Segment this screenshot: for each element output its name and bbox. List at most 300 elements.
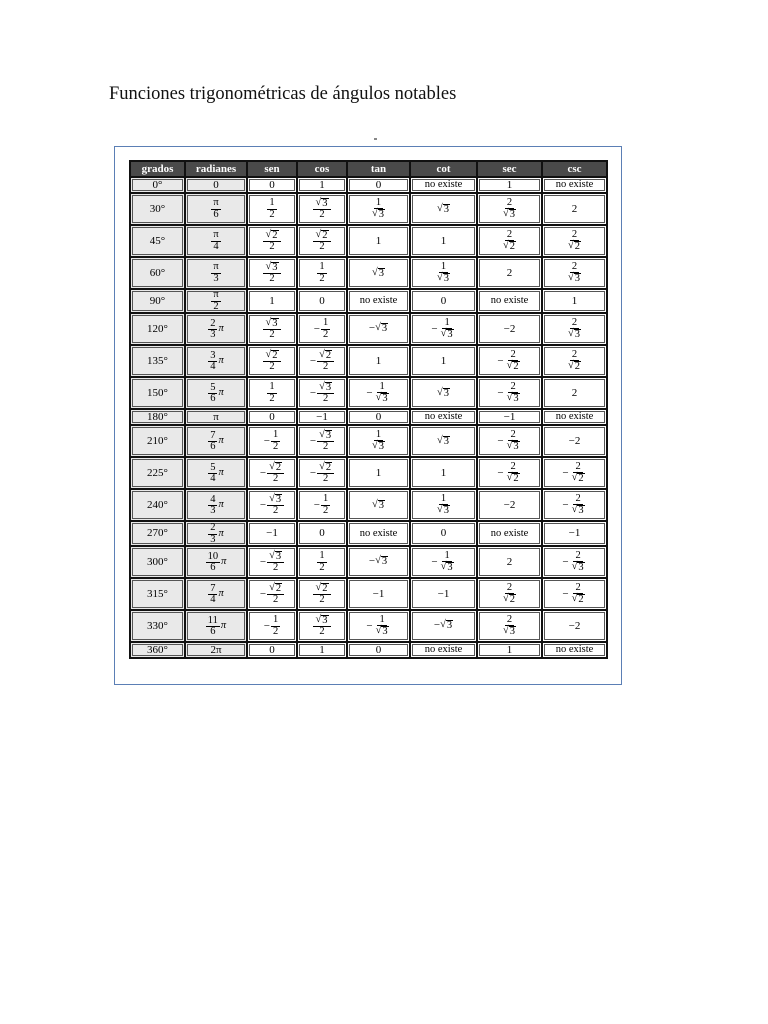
cos-denominator-text: 2 bbox=[322, 504, 329, 516]
cos-fraction bbox=[321, 318, 330, 340]
cos-numerator-text-radical: √ bbox=[319, 348, 325, 360]
tan-text-sqrt bbox=[369, 556, 388, 568]
radianes-pi: π bbox=[221, 556, 227, 568]
tan-numerator-text: 1 bbox=[375, 428, 382, 440]
header-cos: cos bbox=[298, 162, 346, 176]
cos-denominator-text: 2 bbox=[322, 361, 329, 372]
cell-cos bbox=[298, 346, 346, 376]
tan-numerator-text: 1 bbox=[379, 613, 385, 625]
sec-denominator-text-sqrt bbox=[507, 441, 520, 453]
tan-denominator-text-sqrt bbox=[376, 393, 389, 405]
tan-text: 1 bbox=[375, 234, 382, 247]
tan-text-radical: √ bbox=[375, 322, 381, 334]
sen-denominator bbox=[267, 210, 276, 221]
sec-fraction bbox=[501, 198, 518, 221]
radianes-rad bbox=[208, 495, 224, 517]
radianes-denominator-text: 6 bbox=[210, 441, 216, 452]
sen-numerator-text-radicand: 2 bbox=[275, 582, 282, 594]
cos-negative bbox=[310, 350, 334, 373]
sec-minus: − bbox=[497, 466, 504, 479]
tan-denominator bbox=[370, 441, 387, 453]
csc-text: −2 bbox=[568, 619, 581, 632]
sen-numerator-text-radicand: 3 bbox=[275, 493, 282, 505]
sen-numerator-text-radicand: 2 bbox=[275, 461, 282, 473]
radianes-numerator-text: 7 bbox=[210, 582, 216, 594]
cos-fraction bbox=[321, 494, 330, 516]
cot-denominator-text-radicand: 3 bbox=[447, 562, 453, 573]
cell-cot bbox=[411, 643, 476, 657]
sen-denominator-text: 2 bbox=[269, 241, 275, 252]
csc-denominator-text-radical: √ bbox=[567, 360, 574, 371]
sec-denominator-text-radicand: 2 bbox=[509, 594, 515, 605]
cell-csc bbox=[543, 178, 606, 192]
tan-text: 1 bbox=[375, 466, 382, 479]
cos-negative bbox=[310, 430, 334, 453]
sen-numerator-text-radical: √ bbox=[269, 492, 275, 504]
cell-sec bbox=[478, 226, 541, 256]
cot-denominator-text-radicand: 3 bbox=[447, 329, 453, 340]
radianes-denominator-text: 4 bbox=[210, 594, 216, 605]
sec-text: −2 bbox=[503, 322, 516, 335]
cell-cot bbox=[411, 547, 476, 577]
csc-numerator-text: 2 bbox=[571, 316, 578, 328]
csc-text: no existe bbox=[555, 644, 594, 656]
tan-denominator-text-radical: √ bbox=[375, 625, 382, 636]
sec-denominator-text-radical: √ bbox=[506, 392, 513, 403]
radianes-denominator-text: 4 bbox=[210, 361, 216, 372]
radianes-numerator-text: 2 bbox=[210, 522, 216, 533]
cell-sec bbox=[478, 410, 541, 424]
cell-cos bbox=[298, 258, 346, 288]
sec-denominator-text-radicand: 3 bbox=[513, 393, 519, 404]
csc-denominator bbox=[566, 329, 583, 341]
table-row bbox=[131, 378, 606, 408]
cot-minus: − bbox=[431, 322, 438, 335]
cos-denominator bbox=[321, 362, 330, 373]
tan-fraction bbox=[374, 382, 391, 405]
sen-numerator-text-sqrt bbox=[269, 551, 282, 563]
cot-text: no existe bbox=[424, 644, 463, 656]
radianes-numerator-text: 3 bbox=[210, 349, 216, 361]
table-image-frame bbox=[114, 146, 622, 685]
table-header-row bbox=[131, 162, 606, 176]
tan-text-sqrt bbox=[372, 500, 385, 512]
cos-minus: − bbox=[309, 386, 317, 399]
cos-numerator-text-radicand: 3 bbox=[325, 381, 332, 393]
cot-text-radical: √ bbox=[440, 619, 446, 631]
csc-denominator-text-radicand: 2 bbox=[574, 241, 580, 252]
cell-sen bbox=[248, 226, 296, 256]
cot-denominator-text-radical: √ bbox=[436, 504, 443, 515]
cell-grados: 0° bbox=[131, 178, 184, 192]
csc-minus: − bbox=[562, 466, 569, 479]
sen-numerator-text-radicand: 3 bbox=[275, 550, 282, 562]
sec-denominator bbox=[505, 361, 522, 373]
sen-numerator-text: 1 bbox=[269, 197, 275, 208]
table-row bbox=[131, 490, 606, 520]
cell-csc bbox=[543, 410, 606, 424]
cell-cos bbox=[298, 458, 346, 488]
sec-fraction bbox=[501, 615, 518, 638]
tan-text: 0 bbox=[375, 643, 382, 656]
tan-minus: − bbox=[366, 386, 373, 399]
sec-denominator-text-sqrt bbox=[507, 361, 520, 373]
cos-denominator bbox=[317, 627, 326, 638]
tan-text-radicand: 3 bbox=[378, 267, 384, 279]
cell-csc bbox=[543, 522, 606, 545]
cos-denominator bbox=[317, 563, 326, 574]
cell-sen bbox=[248, 579, 296, 609]
cot-text: no existe bbox=[424, 411, 463, 423]
csc-denominator bbox=[570, 473, 587, 485]
cos-numerator-text-sqrt bbox=[315, 230, 328, 242]
cell-radianes bbox=[186, 346, 246, 376]
radianes-denominator-text: 6 bbox=[210, 562, 216, 573]
cell-csc bbox=[543, 194, 606, 224]
sec-numerator-text: 2 bbox=[510, 380, 516, 392]
cot-denominator-text-sqrt bbox=[441, 329, 454, 341]
tan-negative bbox=[366, 615, 390, 638]
sec-text: 2 bbox=[506, 266, 513, 279]
sec-denominator-text-sqrt bbox=[507, 393, 520, 405]
cell-cos bbox=[298, 490, 346, 520]
cell-sec bbox=[478, 378, 541, 408]
table-row bbox=[131, 547, 606, 577]
csc-minus: − bbox=[562, 587, 569, 600]
cot-numerator-text: 1 bbox=[440, 260, 447, 272]
sen-numerator-text-radical: √ bbox=[265, 228, 272, 240]
csc-denominator bbox=[570, 562, 587, 574]
sen-fraction bbox=[267, 551, 284, 574]
csc-denominator-text-radical: √ bbox=[567, 272, 574, 283]
sec-negative bbox=[497, 430, 521, 453]
sen-numerator-text-radical: √ bbox=[265, 348, 272, 360]
radianes-fraction bbox=[208, 463, 217, 485]
csc-denominator bbox=[570, 594, 587, 606]
csc-denominator-text-radicand: 2 bbox=[578, 473, 584, 484]
cell-grados: 150° bbox=[131, 378, 184, 408]
csc-text: −1 bbox=[568, 527, 581, 539]
radianes-denominator-text: 3 bbox=[210, 329, 216, 340]
radianes-numerator-text: 4 bbox=[210, 493, 216, 505]
sen-negative bbox=[260, 583, 284, 606]
sen-denominator-text: 2 bbox=[272, 562, 279, 573]
tan-denominator bbox=[374, 393, 391, 405]
radianes-denominator bbox=[211, 242, 220, 253]
cell-radianes bbox=[186, 194, 246, 224]
cos-denominator bbox=[317, 210, 326, 221]
cell-csc bbox=[543, 611, 606, 641]
cell-sec bbox=[478, 547, 541, 577]
cell-grados: 30° bbox=[131, 194, 184, 224]
table-row bbox=[131, 194, 606, 224]
sen-numerator-text-radicand: 2 bbox=[272, 349, 278, 361]
radianes-numerator-text: 10 bbox=[207, 550, 219, 562]
tan-fraction bbox=[374, 615, 391, 638]
table-row bbox=[131, 643, 606, 657]
radianes-denominator bbox=[208, 563, 217, 574]
cell-grados: 240° bbox=[131, 490, 184, 520]
tan-denominator-text-sqrt bbox=[372, 209, 385, 221]
sen-denominator-text: 2 bbox=[269, 329, 275, 340]
cot-denominator bbox=[435, 273, 452, 285]
header-sec: sec bbox=[478, 162, 541, 176]
cos-numerator-text-sqrt bbox=[315, 615, 328, 627]
cos-numerator-text-sqrt bbox=[319, 350, 332, 362]
cos-negative bbox=[310, 462, 334, 485]
csc-denominator-text-radical: √ bbox=[567, 240, 574, 251]
sec-denominator-text-sqrt bbox=[503, 594, 516, 606]
csc-denominator-text-sqrt bbox=[568, 329, 581, 341]
sec-denominator bbox=[505, 441, 522, 453]
cos-fraction bbox=[317, 262, 326, 284]
cell-grados: 360° bbox=[131, 643, 184, 657]
sen-fraction bbox=[267, 198, 276, 220]
csc-text: 2 bbox=[571, 386, 578, 399]
cell-csc bbox=[543, 258, 606, 288]
tan-denominator-text-radical: √ bbox=[371, 440, 378, 451]
csc-denominator bbox=[566, 361, 583, 373]
sen-denominator bbox=[267, 274, 276, 285]
cot-text-radical: √ bbox=[436, 386, 443, 398]
cos-fraction bbox=[313, 230, 330, 253]
cell-csc bbox=[543, 579, 606, 609]
cot-text-radicand: 3 bbox=[443, 435, 449, 447]
cos-denominator-text: 2 bbox=[319, 561, 325, 573]
sen-numerator-text: 1 bbox=[272, 614, 279, 625]
cell-csc bbox=[543, 378, 606, 408]
tan-denominator-text-radicand: 3 bbox=[378, 209, 384, 220]
radianes-denominator bbox=[208, 330, 217, 341]
csc-fraction bbox=[566, 230, 583, 253]
sec-negative bbox=[497, 382, 521, 405]
tan-text: 1 bbox=[375, 354, 382, 367]
sen-negative bbox=[260, 551, 284, 574]
sen-denominator bbox=[267, 242, 276, 253]
cos-denominator-text: 2 bbox=[322, 328, 329, 340]
sec-denominator-text-radicand: 2 bbox=[513, 361, 519, 372]
cell-sec bbox=[478, 579, 541, 609]
cos-numerator-text-radical: √ bbox=[315, 613, 322, 625]
sen-numerator-text-sqrt bbox=[265, 262, 278, 274]
csc-text: 1 bbox=[571, 294, 578, 307]
tan-denominator-text-sqrt bbox=[376, 626, 389, 638]
cell-sen bbox=[248, 378, 296, 408]
cell-grados: 90° bbox=[131, 290, 184, 312]
sen-numerator-text-radicand: 3 bbox=[272, 261, 278, 273]
cot-text: 1 bbox=[440, 354, 447, 367]
cot-text: 1 bbox=[440, 234, 447, 247]
sec-denominator-text-sqrt bbox=[507, 473, 520, 485]
radianes-denominator-text: 6 bbox=[213, 208, 219, 220]
radianes-pi: π bbox=[218, 467, 224, 479]
radianes-denominator bbox=[208, 474, 217, 485]
sen-fraction bbox=[267, 583, 284, 606]
cell-sen bbox=[248, 547, 296, 577]
cell-cos bbox=[298, 226, 346, 256]
cell-sec bbox=[478, 490, 541, 520]
radianes-denominator bbox=[208, 627, 217, 638]
cell-grados: 315° bbox=[131, 579, 184, 609]
cot-denominator-text-radical: √ bbox=[440, 328, 447, 339]
cos-numerator-text-radicand: 2 bbox=[322, 229, 328, 241]
sec-numerator-text: 2 bbox=[506, 581, 513, 593]
cos-text: −1 bbox=[316, 410, 328, 423]
tan-text-sqrt bbox=[372, 268, 385, 280]
sec-text: −1 bbox=[503, 410, 516, 423]
tan-denominator-text-radicand: 3 bbox=[378, 441, 384, 452]
sen-numerator-text: 1 bbox=[269, 381, 275, 392]
radianes-denominator bbox=[211, 210, 220, 221]
radianes-denominator-text: 4 bbox=[210, 473, 216, 484]
radianes-denominator-text: 3 bbox=[210, 505, 216, 516]
sen-numerator-text-sqrt bbox=[269, 462, 282, 474]
sec-denominator-text-radical: √ bbox=[506, 360, 513, 371]
table-row bbox=[131, 178, 606, 192]
sen-fraction bbox=[267, 382, 276, 404]
sen-denominator-text: 2 bbox=[272, 473, 279, 484]
cell-csc bbox=[543, 226, 606, 256]
sec-denominator-text-radical: √ bbox=[502, 593, 509, 604]
cot-text-radicand: 3 bbox=[443, 203, 449, 215]
page-title: Funciones trigonométricas de ángulos notables bbox=[109, 84, 457, 104]
cell-sec bbox=[478, 178, 541, 192]
radianes-fraction bbox=[208, 383, 217, 405]
radianes-denominator bbox=[208, 506, 217, 517]
cos-numerator-text-radical: √ bbox=[319, 380, 325, 392]
cell-grados: 300° bbox=[131, 547, 184, 577]
radianes-fraction bbox=[206, 552, 221, 574]
sec-numerator-text: 2 bbox=[506, 613, 513, 625]
cot-minus: − bbox=[431, 555, 438, 568]
sen-denominator bbox=[267, 362, 276, 373]
cell-grados: 330° bbox=[131, 611, 184, 641]
cot-denominator-text-sqrt bbox=[441, 562, 454, 574]
radianes-denominator bbox=[208, 362, 217, 373]
sec-denominator-text-radical: √ bbox=[502, 625, 509, 636]
cell-csc bbox=[543, 643, 606, 657]
cell-sec bbox=[478, 258, 541, 288]
csc-denominator-text-radicand: 2 bbox=[578, 594, 584, 605]
sec-minus: − bbox=[497, 386, 504, 399]
cos-minus: − bbox=[309, 466, 317, 479]
csc-numerator-text: 2 bbox=[575, 492, 581, 504]
cell-grados: 210° bbox=[131, 426, 184, 456]
csc-fraction bbox=[570, 551, 587, 574]
radianes-denominator bbox=[208, 535, 217, 546]
cell-sec bbox=[478, 290, 541, 312]
cell-tan bbox=[348, 258, 409, 288]
cell-radianes bbox=[186, 410, 246, 424]
sen-minus: − bbox=[259, 466, 267, 479]
sen-negative bbox=[264, 430, 280, 452]
tan-text: 0 bbox=[375, 410, 382, 423]
table-row bbox=[131, 522, 606, 545]
csc-negative bbox=[562, 494, 586, 517]
radianes-numerator-text: 7 bbox=[210, 429, 216, 441]
radianes-rad bbox=[208, 584, 224, 606]
sen-text: 0 bbox=[269, 410, 275, 423]
radianes-rad bbox=[208, 351, 224, 373]
radianes-denominator bbox=[208, 595, 217, 606]
sen-denominator-text: 2 bbox=[272, 594, 279, 605]
sen-text: 0 bbox=[269, 643, 275, 656]
csc-denominator-text-sqrt bbox=[572, 562, 585, 574]
sec-numerator-text: 2 bbox=[510, 428, 516, 440]
cos-fraction bbox=[317, 350, 334, 373]
cell-radianes bbox=[186, 314, 246, 344]
cell-sen bbox=[248, 258, 296, 288]
cot-text-sqrt bbox=[437, 204, 450, 216]
cell-sec bbox=[478, 426, 541, 456]
cell-sec bbox=[478, 346, 541, 376]
tan-minus: − bbox=[366, 619, 373, 632]
radianes-rad bbox=[208, 319, 224, 341]
sec-fraction bbox=[501, 230, 518, 253]
sec-fraction bbox=[501, 583, 518, 606]
sen-numerator-text-radicand: 2 bbox=[272, 229, 278, 241]
sen-minus: − bbox=[259, 587, 267, 600]
radianes-fraction bbox=[208, 523, 217, 545]
tan-text-radicand: 3 bbox=[381, 556, 388, 568]
radianes-text: 2π bbox=[210, 643, 222, 656]
cot-denominator bbox=[439, 562, 456, 574]
cot-text-radical: √ bbox=[436, 202, 443, 214]
radianes-pi: π bbox=[218, 387, 224, 399]
sen-denominator-text: 2 bbox=[269, 273, 275, 284]
cos-text: 1 bbox=[319, 643, 325, 656]
sen-denominator bbox=[267, 394, 276, 405]
cos-numerator-text-radical: √ bbox=[315, 228, 322, 240]
cos-negative bbox=[314, 494, 330, 516]
tan-fraction bbox=[370, 198, 387, 221]
sec-denominator bbox=[501, 241, 518, 253]
tan-denominator-text-radicand: 3 bbox=[382, 393, 388, 404]
radianes-numerator-text: 2 bbox=[210, 317, 216, 329]
radianes-numerator-text: 5 bbox=[210, 381, 216, 393]
radianes-pi: π bbox=[220, 620, 227, 632]
csc-text: −2 bbox=[568, 434, 581, 447]
cos-denominator-text: 2 bbox=[322, 393, 329, 404]
tan-numerator-text: 1 bbox=[379, 380, 385, 392]
radianes-denominator bbox=[211, 274, 220, 285]
cot-fraction bbox=[435, 262, 452, 285]
csc-numerator-text: 2 bbox=[571, 260, 578, 272]
cot-text: 0 bbox=[440, 294, 447, 307]
cot-denominator-text-radicand: 3 bbox=[443, 273, 449, 284]
cell-cot bbox=[411, 258, 476, 288]
cos-denominator bbox=[321, 442, 330, 453]
sen-numerator-text-radicand: 3 bbox=[272, 317, 278, 329]
csc-denominator-text-radical: √ bbox=[571, 561, 578, 572]
sec-negative bbox=[497, 462, 521, 485]
cos-negative bbox=[314, 318, 330, 340]
cot-numerator-text: 1 bbox=[444, 316, 450, 328]
csc-negative bbox=[562, 583, 586, 606]
sen-numerator-text-radical: √ bbox=[269, 460, 275, 472]
cell-radianes bbox=[186, 226, 246, 256]
header-cot: cot bbox=[411, 162, 476, 176]
cell-csc bbox=[543, 426, 606, 456]
radianes-numerator-text: π bbox=[213, 229, 219, 240]
cell-tan bbox=[348, 547, 409, 577]
sec-text: no existe bbox=[490, 295, 529, 307]
cell-sen bbox=[248, 490, 296, 520]
cot-numerator-text: 1 bbox=[444, 549, 450, 561]
trig-table bbox=[129, 160, 608, 659]
radianes-fraction bbox=[206, 616, 220, 638]
cell-csc bbox=[543, 547, 606, 577]
